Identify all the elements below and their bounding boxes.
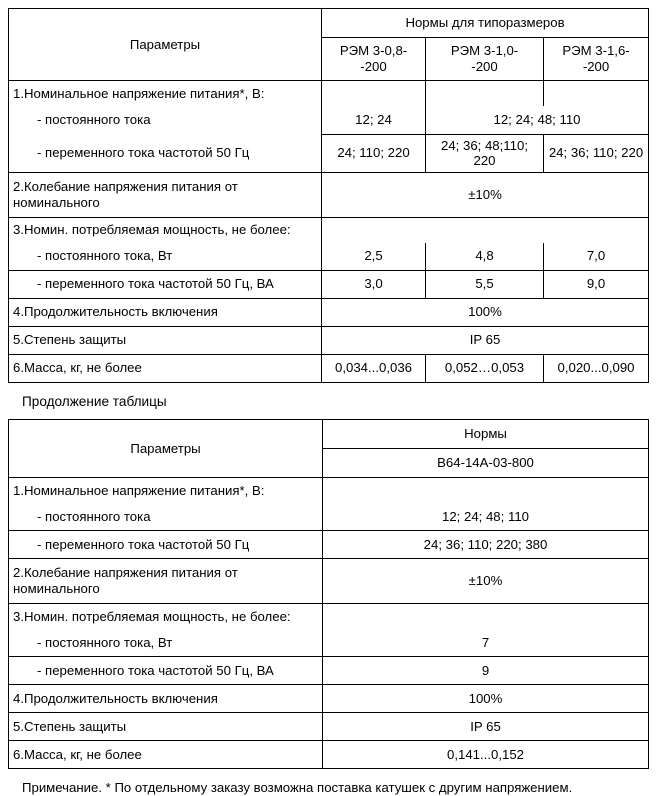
value-3-ac-c2: 5,5: [426, 270, 544, 298]
header2-col-b64: В64-14А-03-800: [323, 448, 649, 477]
table-row: [9, 243, 649, 271]
param-2: [9, 172, 322, 217]
table-row: [9, 603, 649, 629]
value-6-c3: 0,020...0,090: [544, 354, 649, 382]
t2-value-3-dc: 7: [323, 629, 649, 657]
value-3-ac-c1: 3,0: [322, 270, 426, 298]
table-row: [9, 81, 649, 107]
t2-param-5: 5.Степень защиты: [9, 712, 323, 740]
header-col-rem-3-16-line2: -200: [582, 59, 610, 74]
t2-value-3-title: [323, 603, 649, 629]
value-5-all: IP 65: [322, 326, 649, 354]
t2-value-1-dc: 12; 24; 48; 110: [323, 503, 649, 531]
header-col-rem-3-16-line1: РЭМ 3-1,6-: [562, 43, 630, 59]
param-1-ac: - переменного тока частотой 50 Гц: [9, 134, 322, 172]
header-col-rem-3-16: [544, 38, 649, 81]
value-1-title-c2: [426, 81, 544, 107]
table-row: [9, 656, 649, 684]
t2-param-6: 6.Масса, кг, не более: [9, 740, 323, 768]
t2-param-1-title: 1.Номинальное напряжение питания*, В:: [9, 477, 323, 503]
param-6: 6.Масса, кг, не более: [9, 354, 322, 382]
specifications-table-main: [8, 8, 649, 383]
header2-parametry: Параметры: [9, 419, 323, 477]
value-2-all: ±10%: [322, 172, 649, 217]
table-row: [9, 270, 649, 298]
table-row: [9, 477, 649, 503]
value-6-c2: 0,052…0,053: [426, 354, 544, 382]
t2-value-5: IP 65: [323, 712, 649, 740]
header-col-rem-3-10-line2: -200: [471, 59, 498, 74]
value-3-title: [322, 217, 649, 243]
t2-param-3-ac: - переменного тока частотой 50 Гц, ВА: [9, 656, 323, 684]
value-1-dc-c2c3: 12; 24; 48; 110: [426, 106, 649, 134]
param-3-dc: - постоянного тока, Вт: [9, 243, 322, 271]
table-header-row-group: [9, 9, 649, 38]
table-row: [9, 326, 649, 354]
param-2-line2: номинального: [13, 194, 100, 210]
header-col-rem-3-10: [426, 38, 544, 81]
top-spacer: [0, 0, 656, 8]
value-3-dc-c2: 4,8: [426, 243, 544, 271]
t2-value-4: 100%: [323, 684, 649, 712]
table-row: [9, 503, 649, 531]
value-1-ac-c3: 24; 36; 110; 220: [544, 134, 649, 172]
table-row: [9, 106, 649, 134]
value-3-ac-c3: 9,0: [544, 270, 649, 298]
t2-value-6: 0,141...0,152: [323, 740, 649, 768]
t2-value-1-title: [323, 477, 649, 503]
t2-param-3-title: 3.Номин. потребляемая мощность, не более:: [9, 603, 323, 629]
value-1-ac-c2: 24; 36; 48;110; 220: [426, 134, 544, 172]
value-1-dc-c1: 12; 24: [322, 106, 426, 134]
t2-param-4: 4.Продолжительность включения: [9, 684, 323, 712]
value-1-title-c3: [544, 81, 649, 107]
value-3-dc-c3: 7,0: [544, 243, 649, 271]
footnote-note: Примечание. * По отдельному заказу возможна поставка катушек с другим напряжением.: [22, 779, 573, 795]
t2-param-2: [9, 558, 323, 603]
header2-group-norms: Нормы: [323, 419, 649, 448]
table-row: [9, 629, 649, 657]
table-row: [9, 684, 649, 712]
table-continuation-caption: Продолжение таблицы: [22, 393, 167, 409]
table-row: [9, 530, 649, 558]
table-row: [9, 558, 649, 603]
header-col-rem-3-08-line2: -200: [360, 59, 387, 74]
t2-param-2-line2: номинального: [13, 580, 100, 596]
value-6-c1: 0,034...0,036: [322, 354, 426, 382]
table-row: [9, 134, 649, 172]
header-col-rem-3-08-line1: РЭМ 3-0,8-: [339, 43, 408, 59]
t2-param-1-dc: - постоянного тока: [9, 503, 323, 531]
header-group-norms: Нормы для типоразмеров: [322, 9, 649, 38]
specifications-table-continuation: [8, 419, 649, 769]
t2-value-3-ac: 9: [323, 656, 649, 684]
value-3-dc-c1: 2,5: [322, 243, 426, 271]
table-row: [9, 354, 649, 382]
table-row: [9, 740, 649, 768]
param-5: 5.Степень защиты: [9, 326, 322, 354]
param-3-ac: - переменного тока частотой 50 Гц, ВА: [9, 270, 322, 298]
value-4-all: 100%: [322, 298, 649, 326]
table-row: [9, 172, 649, 217]
param-1-dc: - постоянного тока: [9, 106, 322, 134]
t2-param-2-line1: 2.Колебание напряжения питания от: [13, 565, 238, 581]
header-parametry: Параметры: [9, 9, 322, 81]
table2-header-row-group: [9, 419, 649, 448]
header-col-rem-3-10-line1: РЭМ 3-1,0-: [450, 43, 519, 59]
t2-value-1-ac: 24; 36; 110; 220; 380: [323, 530, 649, 558]
param-1-title: 1.Номинальное напряжение питания*, В:: [9, 81, 322, 107]
param-2-line1: 2.Колебание напряжения питания от: [13, 179, 238, 195]
param-3-title: 3.Номин. потребляемая мощность, не более:: [9, 217, 322, 243]
value-1-title-c1: [322, 81, 426, 107]
t2-value-2: ±10%: [323, 558, 649, 603]
table-row: [9, 217, 649, 243]
param-4: 4.Продолжительность включения: [9, 298, 322, 326]
t2-param-3-dc: - постоянного тока, Вт: [9, 629, 323, 657]
value-1-ac-c1: 24; 110; 220: [322, 134, 426, 172]
table-row: [9, 298, 649, 326]
table-row: [9, 712, 649, 740]
t2-param-1-ac: - переменного тока частотой 50 Гц: [9, 530, 323, 558]
header-col-rem-3-08: [322, 38, 426, 81]
